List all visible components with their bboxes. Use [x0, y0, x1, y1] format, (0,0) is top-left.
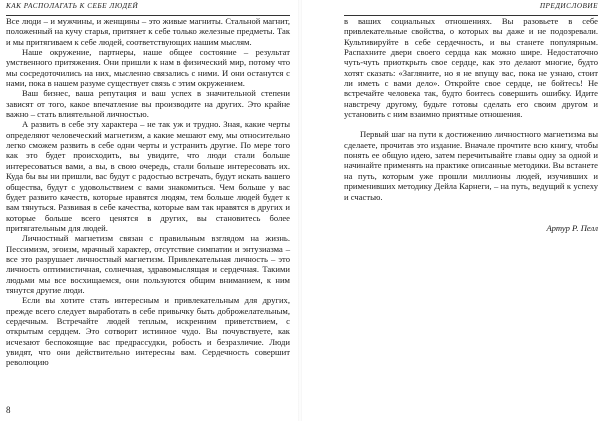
- page-number: 8: [6, 405, 11, 415]
- right-paragraph-1: в ваших социальных отношениях. Вы разовьете в себе привлекательные свойства, о которых вы даже и не подозревали. Культивируйте в себе сердечность, и вы станете популярным. Распахните двери своего сердца как можно шире. Недостаточно чуть-чуть приоткрыть свое сердце, как это делают многие, будто хотят сказать: «Загляните, но я не впущу вас, пока не узнаю, стоит ли иметь с вами дело». Откройте свое сердце, не бойтесь! Не встречайте человека так, будто боитесь совершить ошибку. Идите навстречу другому, будьте готовы сделать его своим другом и установить с ним взаимно приятные отношения.: [344, 16, 598, 120]
- left-page-text: [6, 16, 290, 368]
- left-paragraph-2: Наше окружение, партнеры, наше общее состояние – результат умственного притяжения. Они пришли к нам в физический мир, потому что мы сосредоточились на них, мысленно связались с ними. И они останутся с нами, пока в нашем разуме существует связь с этим окружением.: [6, 47, 290, 89]
- book-gutter: [298, 0, 302, 421]
- left-running-head: КАК РАСПОЛАГАТЬ К СЕБЕ ЛЮДЕЙ: [6, 2, 290, 16]
- right-page-text: [344, 16, 598, 202]
- left-paragraph-6: Если вы хотите стать интересным и привлекательным для других, прежде всего следует выработать в себе привычку быть доброжелательным, сердечным. Встречайте людей теплым, искренним приветствием, с открытым сердцем. Это сотворит истинное чудо. Вы почувствуете, как исчезают беспокоящие вас предрассудки, робость и безразличие. Люди увидят, что они действительно интересны вам. Сердечность совершит революцию: [6, 295, 290, 368]
- left-page: [0, 0, 296, 421]
- left-paragraph-3: Ваш бизнес, ваша репутация и ваш успех в значительной степени зависят от того, какое впечатление вы производите на других. Это крайне важно – стать влиятельной личностью.: [6, 88, 290, 120]
- left-paragraph-1: Все люди – и мужчины, и женщины – это живые магниты. Стальной магнит, положенный на кучу старья, притянет к себе только железные предметы. Так и мы притягиваем к себе людей, соответствующих нашим мыслям.: [6, 16, 290, 47]
- right-page: [304, 0, 600, 421]
- right-paragraph-2: Первый шаг на пути к достижению личностного магнетизма вы сделаете, прочитав это издание. Вначале прочтите всю книгу, чтобы понять ее общую идею, затем перечитывайте главы одну за одной и начинайте применять на практике описанные методики. Вы встанете на путь, которым уже прошли миллионы людей, изучивших и применивших методику Дейла Карнеги, – на путь, ведущий к успеху и счастью.: [344, 129, 598, 202]
- right-running-head: ПРЕДИСЛОВИЕ: [344, 2, 598, 16]
- left-paragraph-4: А развить в себе эту характера – не так уж и трудно. Зная, какие черты определяют человеческий магнетизм, а какие мешают ему, мы относительно легко сможем развить в себе одни черты и устранить другие. По мере того как это будет происходить, вы увидите, что люди стали больше интересоваться вами, а вы, в свою очередь, стали больше интересовать их. Куда бы вы ни пришли, вас будут с радостью встречать, будут искать вашего общества, будут с удовольствием с вами знакомиться. Чем больше у вас будет развито качеств, которые нравятся людям, тем больше людей будет к вам тянуться. Развивая в себе качества, которые вам так нравятся в других и которые больше всего ценятся в других, вы становитесь более притягательным для людей.: [6, 119, 290, 233]
- author-signature: Артур Р. Пелл: [546, 223, 598, 233]
- left-paragraph-5: Личностный магнетизм связан с правильным взглядом на жизнь. Пессимизм, эгоизм, мрачный характер, отсутствие симпатии и энтузиазма – все это разрушает личностный магнетизм. Привлекательная личность – это личность оптимистичная, солнечная, здравомыслящая и сердечная. Такими людьми мы все восхищаемся, они пользуются общим вниманием, к ним тянутся другие люди.: [6, 233, 290, 295]
